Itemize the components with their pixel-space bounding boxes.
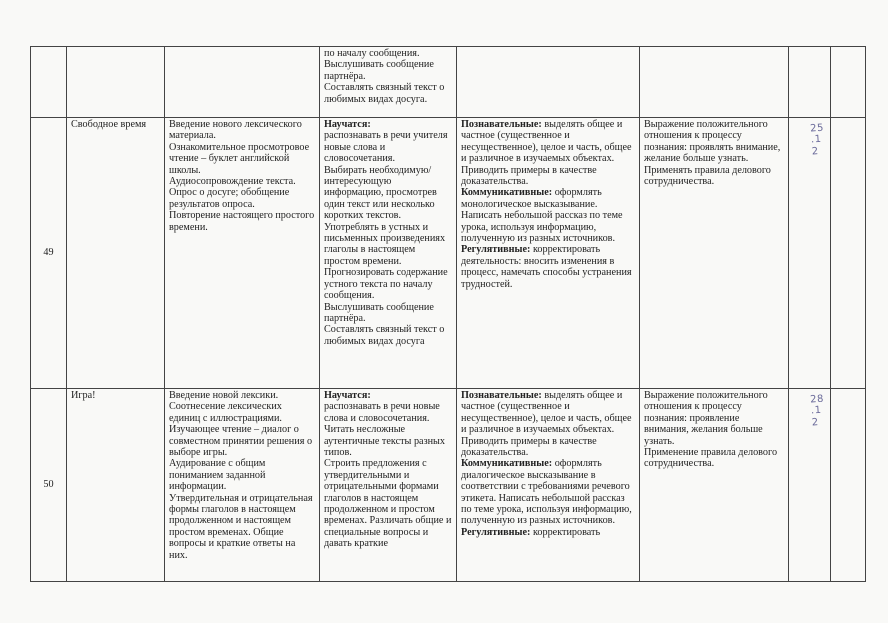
personal-line: Выражение положительного отношения к процессу познания: проявлять внимание, желание больше узнать. xyxy=(644,119,781,165)
subject-results-cell xyxy=(320,389,457,582)
uud-heading: Познавательные: xyxy=(461,390,542,401)
result-line: распознавать в речи новые слова и словосочетания. xyxy=(324,401,440,424)
results-heading: Научатся: xyxy=(324,119,371,130)
results-heading: Научатся: xyxy=(324,390,371,401)
result-line: по началу сообщения. xyxy=(324,48,420,59)
uud-heading: Коммуникативные: xyxy=(461,187,553,199)
uud-item xyxy=(461,187,635,244)
uud-item xyxy=(461,119,635,187)
handwritten-date: 25.12 xyxy=(809,122,825,158)
result-line: Строить предложения с утвердительными и отрицательными формами глаголов в настоящем продолженном и простом временах. Различать общие и специальные вопросы и давать краткие xyxy=(324,458,452,550)
table-row xyxy=(31,47,866,118)
content-line: Введение новой лексики. xyxy=(169,390,279,401)
uud-text: корректировать xyxy=(530,526,601,538)
personal-line: Выражение положительного отношения к процессу познания: проявление внимания, желания больше узнать. xyxy=(644,390,768,447)
uud-item xyxy=(461,527,635,538)
uud-text: выделять общее и частное (существенное и несущественное), целое и часть, общее и различное в изучаемых объектах. Приводить примеры в качестве доказательства. xyxy=(461,390,632,459)
content-line: Соотнесение лексических единиц с иллюстрациями. xyxy=(169,401,282,424)
content-line: Ознакомительное просмотровое чтение – буклет английской школы. xyxy=(169,141,310,176)
lesson-plan-table xyxy=(30,46,866,582)
lesson-number-cell: 50 xyxy=(31,389,67,582)
lesson-content-cell xyxy=(165,389,320,582)
result-line: Составлять связный текст о любимых видах досуга xyxy=(324,324,445,347)
date-cell xyxy=(789,389,831,582)
date-cell xyxy=(789,47,831,118)
lesson-topic-cell xyxy=(67,47,165,118)
personal-results-cell xyxy=(640,47,789,118)
content-line: Повторение настоящего простого времени. xyxy=(169,210,315,233)
content-line: Аудирование с общим пониманием заданной информации. xyxy=(169,458,266,493)
fact-date-cell xyxy=(831,47,866,118)
uud-item xyxy=(461,458,635,526)
date-cell xyxy=(789,118,831,389)
lesson-number-cell: 49 xyxy=(31,118,67,389)
table-row xyxy=(31,118,866,389)
content-line: Утвердительная и отрицательная формы глаголов в настоящем продолженном и настоящем простом временах. Общие вопросы и краткие ответы на них. xyxy=(169,492,313,561)
result-line: Прогнозировать содержание устного текста по началу сообщения. xyxy=(324,267,448,302)
uud-heading: Коммуникативные: xyxy=(461,458,553,470)
personal-results-cell xyxy=(640,118,789,389)
uud-cell xyxy=(457,118,640,389)
handwritten-date: 28.12 xyxy=(809,393,825,429)
content-line: Аудиосопровождение текста. xyxy=(169,176,296,188)
lesson-topic-cell: Игра! xyxy=(67,389,165,582)
fact-date-cell xyxy=(831,389,866,582)
uud-text: оформлять монологическое высказывание. Написать небольшой рассказ по теме урока, используя информацию, полученную из разных источников. xyxy=(461,187,623,245)
result-line: Читать несложные аутентичные тексты разных типов. xyxy=(324,424,445,459)
personal-line: Применение правила делового сотрудничества. xyxy=(644,447,778,470)
lesson-topic-cell: Свободное время xyxy=(67,118,165,389)
lesson-number-cell xyxy=(31,47,67,118)
uud-heading: Регулятивные: xyxy=(461,526,531,538)
uud-item xyxy=(461,390,635,458)
fact-date-cell xyxy=(831,118,866,389)
uud-cell xyxy=(457,47,640,118)
lesson-content-cell xyxy=(165,118,320,389)
table-row xyxy=(31,389,866,582)
content-line: Введение нового лексического материала. xyxy=(169,119,302,142)
uud-cell xyxy=(457,389,640,582)
subject-results-cell xyxy=(320,47,457,118)
uud-text: оформлять диалогическое высказывание в соответствии с требованиями речевого этикета. Написать небольшой рассказ по теме урока, используя информацию, полученную из разных источников. xyxy=(461,458,632,527)
uud-heading: Регулятивные: xyxy=(461,244,531,256)
result-line: Выслушивать сообщение партнёра. xyxy=(324,59,434,82)
uud-text: корректировать деятельность: вносить изменения в процесс, намечать способы устранения трудностей. xyxy=(461,244,632,290)
content-line: Изучающее чтение – диалог о совместном принятии решения о выборе игры. xyxy=(169,424,313,459)
subject-results-cell xyxy=(320,118,457,389)
result-line: Выслушивать сообщение партнёра. xyxy=(324,301,434,324)
lesson-content-cell xyxy=(165,47,320,118)
result-line: распознавать в речи учителя новые слова и словосочетания. xyxy=(324,130,448,165)
content-line: Опрос о досуге; обобщение результатов опроса. xyxy=(169,187,290,210)
result-line: Употреблять в устных и письменных произведениях глаголы в настоящем простом времени. xyxy=(324,221,446,267)
uud-text: выделять общее и частное (существенное и несущественное), целое и часть, общее и различное в изучаемых объектах. Приводить примеры в качестве доказательства. xyxy=(461,119,632,188)
personal-line: Применять правила делового сотрудничества. xyxy=(644,164,771,188)
uud-item xyxy=(461,244,635,290)
result-line: Выбирать необходимую/интересующую информацию, просмотрев один текст или несколько коротких текстов. xyxy=(324,164,437,222)
uud-heading: Познавательные: xyxy=(461,119,542,130)
personal-results-cell xyxy=(640,389,789,582)
result-line: Составлять связный текст о любимых видах досуга. xyxy=(324,82,445,105)
